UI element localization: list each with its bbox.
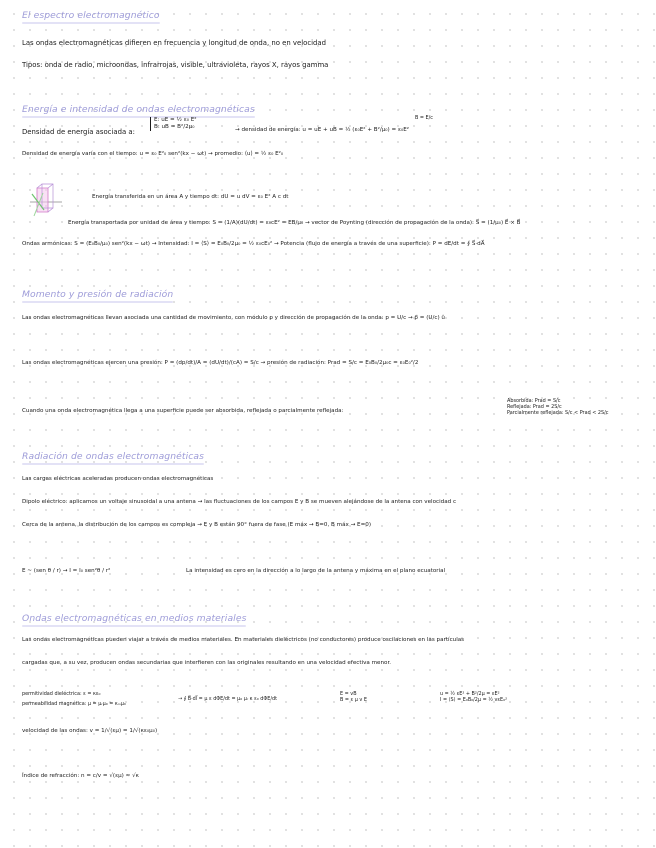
results bbox=[440, 691, 507, 703]
surface-line: Cuando una onda electromagnética llega a una superficie puede ser absorbida, reflejada o parcialmente reflejada: bbox=[22, 408, 344, 414]
ampere-law: → ∮ B⃗·dl⃗ = μ ε dΦE/dt = μ₀ μᵣ κ ε₀ dΦE/dt bbox=[178, 696, 277, 702]
refraction-index: Índice de refracción: n = c/v = √(εμ) ≈ √κ bbox=[22, 773, 139, 779]
media-line: Las ondas electromagnéticas pueden viajar a través de medios materiales. En materiales dieléctricos (no conductores) produce oscilaciones en las partículas bbox=[22, 637, 465, 643]
pressure-line: Las ondas electromagnéticas ejercen una presión: P = (dp/dt)/A = (dU/dt)/(cA) = S/c → presión de radiación: Prad = S/c = E₀B₀/2μ₀c = ε₀E₀²/2 bbox=[22, 360, 419, 366]
momentum-line: Las ondas electromagnéticas llevan asociada una cantidad de movimiento, con módulo p y dirección de propagación de la onda: p = U/c → p⃗ = (U/c) û bbox=[22, 315, 445, 321]
radiation-line: Las cargas eléctricas aceleradas producen ondas electromagnéticas bbox=[22, 476, 214, 482]
density-system-e: E: uE = ½ ε₀ E² bbox=[154, 117, 197, 123]
intensity-formula: E ~ (sen θ / r) → I = I₀ sen²θ / r² bbox=[22, 568, 111, 574]
wave-velocity: velocidad de las ondas: v = 1/√(εμ) = 1/√(κε₀μ₀) bbox=[22, 728, 158, 734]
relation-b: B = ε μ v E bbox=[340, 697, 367, 703]
intensity-note: La intensidad es cero en la dirección a lo largo de la antena y máxima en el plano ecuatorial bbox=[186, 568, 446, 574]
time-varying-density: Densidad de energía varía con el tiempo: u = ε₀ E²₀ sen²(kx − ωt) → promedio: ⟨u⟩ = ½ ε₀ E²₀ bbox=[22, 151, 284, 157]
media-line: cargadas que, a su vez, producen ondas secundarias que interfieren con las originales resultando en una velocidad efectiva menor. bbox=[22, 660, 392, 666]
permeability: permeabilidad magnética: μ = μᵣμ₀ = κₘμ₀ bbox=[22, 701, 126, 707]
density-label: Densidad de energía asociada a: bbox=[22, 128, 135, 136]
density-system-b: B: uB = B²/2μ₀ bbox=[154, 124, 195, 130]
pressure-cases bbox=[507, 398, 608, 416]
section-title-momentum: Momento y presión de radiación bbox=[22, 289, 173, 303]
b-equals-e-over-c: B = E/c bbox=[415, 115, 433, 121]
relation-e: E = vB bbox=[340, 691, 357, 697]
case-reflected: Reflejada: Prad = 2S/c bbox=[507, 404, 562, 410]
section-title-energy: Energía e intensidad de ondas electromagnéticas bbox=[22, 104, 255, 118]
section-title-radiation: Radiación de ondas electromagnéticas bbox=[22, 451, 204, 465]
case-absorbed: Absorbida: Prad = S/c bbox=[507, 398, 561, 404]
density-system bbox=[150, 117, 197, 131]
text-line: Tipos: onda de radio, microondas, infrarrojas, visible, ultravioleta, rayos X, rayos gamma bbox=[22, 61, 329, 69]
permittivity: permitividad dieléctrica: ε = κε₀ bbox=[22, 691, 101, 697]
result-i: I = ⟨S⟩ = E₀B₀/2μ = ½ vεE₀² bbox=[440, 697, 508, 703]
near-field-line: Cerca de la antena, la distribución de los campos es compleja → E y B están 90° fuera de fase (E máx → B=0, B máx → E=0) bbox=[22, 522, 372, 528]
text-line: Las ondas electromagnéticas difieren en frecuencia y longitud de onda, no en velocidad bbox=[22, 39, 327, 47]
energy-volume-sketch bbox=[26, 180, 66, 222]
relations bbox=[340, 691, 367, 703]
dipole-line: Dipolo eléctrico: aplicamos un voltaje sinusoidal a una antena → las fluctuaciones de los campos E y B se mueven alejándose de la antena con velocidad c bbox=[22, 499, 457, 505]
case-partial: Parcialmente reflejada: S/c < Prad < 2S/c bbox=[507, 410, 609, 416]
result-u: u = ½ εE² + B²/2μ = εE² bbox=[440, 691, 500, 697]
section-title-spectrum: El espectro electromagnético bbox=[22, 10, 160, 24]
energy-per-area: Energía transportada por unidad de área y tiempo: S = (1/A)(dU/dt) = ε₀cE² = EB/μ₀ → vector de Poynting (dirección de propagación de la onda): S⃗ = (1/μ₀) E⃗ × B⃗ bbox=[68, 220, 521, 226]
density-result: → densidad de energía: u = uE + uB = ½ (ε₀E² + B²/μ₀) = ε₀E² bbox=[235, 127, 410, 133]
section-title-media: Ondas electromagnéticas en medios materiales bbox=[22, 613, 246, 627]
energy-transfer: Energía transferida en un área A y tiempo dt: dU = u dV = ε₀ E² A c dt bbox=[92, 194, 289, 200]
harmonic-waves: Ondas armónicas: S = (E₀B₀/μ₀) sen²(kx − ωt) → Intensidad: I = ⟨S⟩ = E₀B₀/2μ₀ = ½ ε₀cE₀² → Potencia (flujo de energía a través de una superficie): P = dE/dt = ∮ S⃗·dA⃗ bbox=[22, 241, 485, 247]
